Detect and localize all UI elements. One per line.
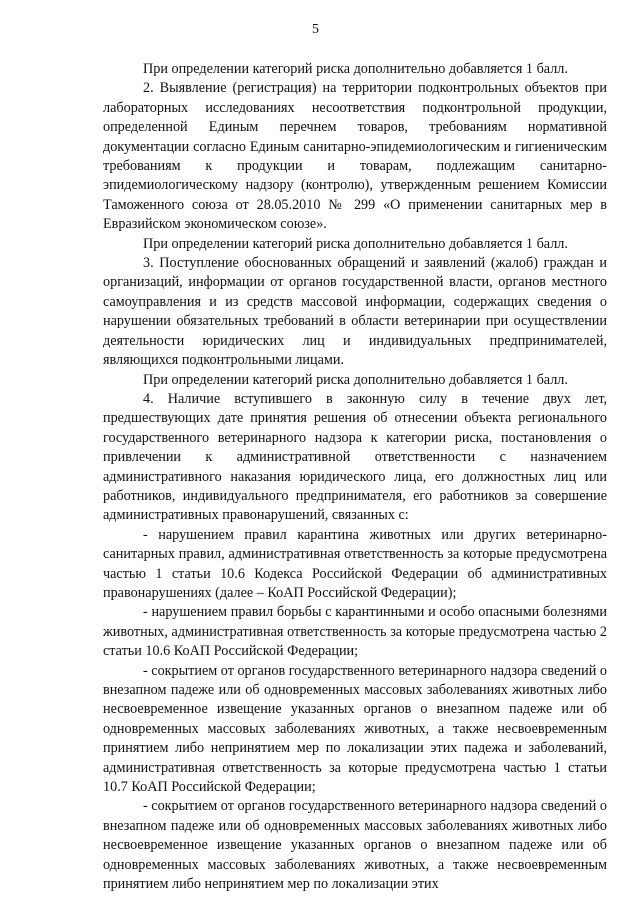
list-item-concealment-10-7: - сокрытием от органов государственного ветеринарного надзора сведений о внезапном падеже или об одновременных массовых заболеваниях животных либо несвоевременное извещение указанных органов о внезапном падеже или об одновременных массовых заболеваниях животных, а также несвоевременным принятием либо непринятием мер по локализации этих падежа и заболеваний, административная ответственность за которые предусмотрена частью 1 статьи 10.7 КоАП Российской Федерации; — [103, 662, 607, 796]
paragraph-risk-points-3: При определении категорий риска дополнительно добавляется 1 балл. — [143, 371, 568, 388]
paragraph-risk-points-2: При определении категорий риска дополнительно добавляется 1 балл. — [143, 235, 568, 252]
paragraph-item-3: 3. Поступление обоснованных обращений и заявлений (жалоб) граждан и организаций, информации от органов государственной власти, органов местного самоуправления и из средств массовой информации, содержащих сведения о нарушении обязательных требований в области ветеринарии при осуществлении деятельности юридических лиц и индивидуальных предпринимателей, являющихся подконтрольными лицами. — [103, 255, 607, 369]
paragraph-risk-points-1: При определении категорий риска дополнительно добавляется 1 балл. — [143, 61, 568, 77]
paragraph-item-2: 2. Выявление (регистрация) на территории подконтрольных объектов при лабораторных исследованиях несоответствия подконтрольной продукции, определенной Единым перечнем товаров, требованиям нормативной документации согласно Единым санитарно-эпидемиологическим и гигиеническим требованиям к продукции и товарам, подлежащим санитарно-эпидемиологическому надзору (контролю), утвержденным решением Комиссии Таможенного союза от 28.05.2010 № 299 «О применении санитарных мер в Евразийском экономическом союзе». — [103, 80, 607, 233]
list-item-quarantine-rules: - нарушением правил карантина животных или других ветеринарно-санитарных правил, административная ответственность за которые предусмотрена частью 1 статьи 10.6 Кодекса Российской Федерации об административных правонарушениях (далее – КоАП Российской Федерации); — [103, 526, 607, 601]
paragraph-item-4: 4. Наличие вступившего в законную силу в течение двух лет, предшествующих дате принятия решения об отнесении объекта регионального государственного ветеринарного надзора к категории риска, постановления о привлечении к административной ответственности с назначением административного наказания юридического лица, его должностных лиц или работников, индивидуального предпринимателя, его работников за совершение административных правонарушений, связанных с: — [103, 390, 607, 524]
document-body — [103, 60, 607, 894]
list-item-concealment-continued: - сокрытием от органов государственного ветеринарного надзора сведений о внезапном падеже или об одновременных массовых заболеваниях животных либо несвоевременное извещение указанных органов о внезапном падеже или об одновременных массовых заболеваниях животных, а также несвоевременным принятием либо непринятием мер по локализации этих — [103, 798, 607, 893]
page-number: 5 — [312, 22, 319, 37]
list-item-disease-control-rules: - нарушением правил борьбы с карантинными и особо опасными болезнями животных, административная ответственность за которые предусмотрена частью 2 статьи 10.6 КоАП Российской Федерации; — [103, 604, 607, 660]
